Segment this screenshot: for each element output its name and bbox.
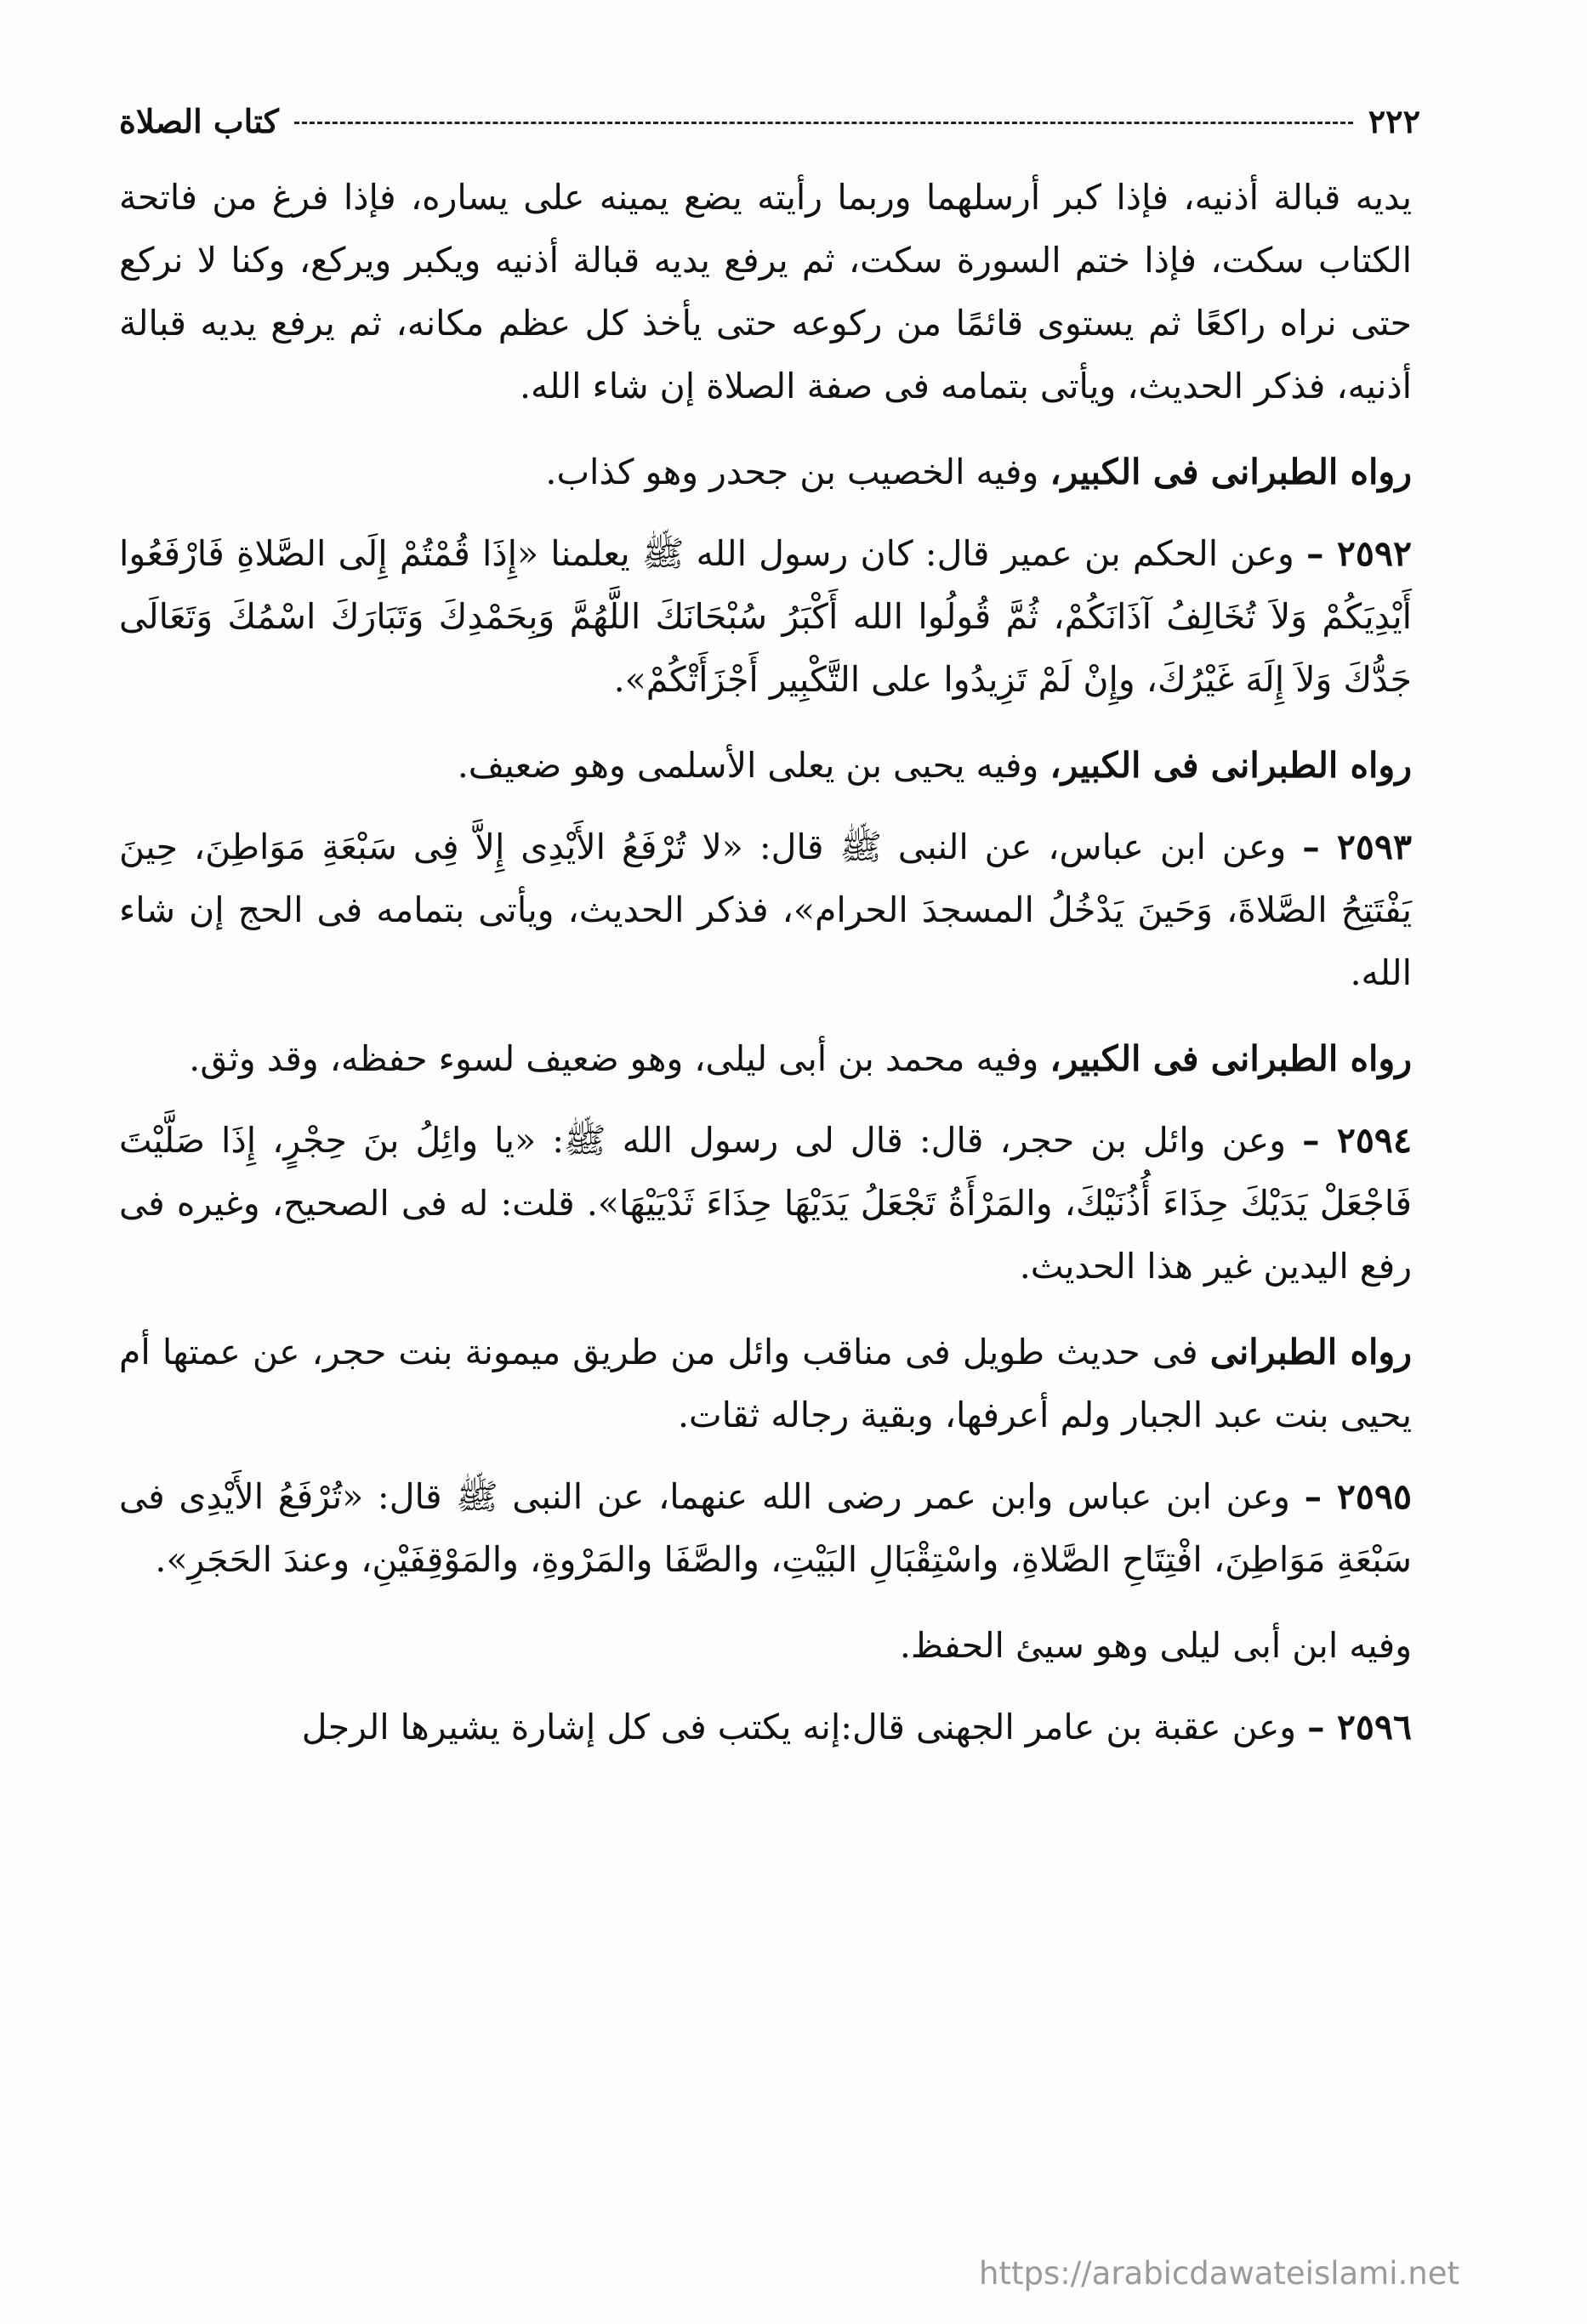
paragraph-text: وفيه محمد بن أبى ليلى، وهو ضعيف لسوء حفظه، وقد وثق. [189, 1038, 1050, 1079]
hadith-paragraph [119, 1109, 1412, 1298]
hadith-paragraph [119, 522, 1412, 711]
paragraph-text: وعن ابن عباس وابن عمر رضى الله عنهما، عن النبى ﷺ قال: «تُرْفَعُ الأَيْدِى فى سَبْعَةِ مَوَاطِنَ، افْتِتَاحِ الصَّلاةِ، واسْتِقْبَالِ البَيْتِ، والصَّفَا والمَرْوةِ، والمَوْقِفَيْنِ، وعندَ الحَجَرِ». [119, 1476, 1412, 1580]
source-note [119, 1321, 1412, 1446]
source-note [119, 440, 1412, 503]
source-note [119, 1614, 1412, 1677]
source-lead: رواه الطبرانى [1209, 1332, 1412, 1372]
source-lead: رواه الطبرانى فى الكبير، [1049, 452, 1412, 492]
paragraph [119, 166, 1412, 418]
source-note [119, 1027, 1412, 1090]
watermark-url: https://arabicdawateislami.net [979, 2255, 1459, 2292]
paragraph-text: يديه قبالة أذنيه، فإذا كبر أرسلهما وربما رأيته يضع يمينه على يساره، فإذا فرغ من فاتحة الكتاب سكت، فإذا ختم السورة سكت، ثم يرفع يديه قبالة أذنيه ويكبر ويركع، وكنا لا نركع حتى نراه راكعًا ثم يستوى قائمًا من ركوعه حتى يأخذ كل عظم مكانه، ثم يرفع يديه قبالة أذنيه، فذكر الحديث، ويأتى بتمامه فى صفة الصلاة إن شاء الله. [119, 177, 1412, 406]
hadith-paragraph [119, 1696, 1412, 1759]
hadith-number: ٢٥٩٣ – [1302, 827, 1412, 867]
hadith-number: ٢٥٩٦ – [1307, 1707, 1412, 1747]
hadith-paragraph [119, 1465, 1412, 1591]
paragraph-text: وعن عقبة بن عامر الجهنى قال:إنه يكتب فى كل إشارة يشيرها الرجل [301, 1707, 1308, 1747]
source-lead: رواه الطبرانى فى الكبير، [1049, 1038, 1412, 1079]
header-dashed-rule [294, 122, 1353, 124]
paragraph-text: وعن الحكم بن عمير قال: كان رسول الله ﷺ يعلمنا «إِذَا قُمْتُمْ إِلَى الصَّلاةِ فَارْفَعُوا أَيْدِيَكُمْ وَلاَ تُخَالِفُ آذَانَكُمْ، ثُمَّ قُولُوا الله أَكْبَرُ سُبْحَانَكَ اللَّهُمَّ وَبِحَمْدِكَ وَتَبَارَكَ اسْمُكَ وَتَعَالَى جَدُّكَ وَلاَ إِلَهَ غَيْرُكَ، وإِنْ لَمْ تَزِيدُوا على التَّكْبِير أَجْزَأَتْكُمْ». [119, 533, 1412, 700]
paragraph-text: وفيه يحيى بن يعلى الأسلمى وهو ضعيف. [457, 745, 1050, 786]
source-note [119, 734, 1412, 797]
source-lead: رواه الطبرانى فى الكبير، [1049, 745, 1412, 786]
hadith-number: ٢٥٩٤ – [1302, 1120, 1412, 1161]
page-number: ٢٢٢ [1368, 101, 1420, 140]
paragraph-text: وعن ابن عباس، عن النبى ﷺ قال: «لا تُرْفَعُ الأَيْدِى إِلاَّ فِى سَبْعَةِ مَوَاطِنَ، حِينَ يَفْتَتِحُ الصَّلاةَ، وَحَينَ يَدْخُلُ المسجدَ الحرام»، فذكر الحديث، ويأتى بتمامه فى الحج إن شاء الله. [119, 827, 1412, 993]
running-header [119, 95, 1420, 146]
paragraph-text: وفيه الخصيب بن جحدر وهو كذاب. [545, 452, 1050, 492]
paragraph-text: وفيه ابن أبى ليلى وهو سيئ الحفظ. [899, 1625, 1412, 1666]
paragraph-text: وعن وائل بن حجر، قال: قال لى رسول الله ﷺ: «يا وائِلُ بنَ حِجْرٍ، إِذَا صَلَّيْتَ فَاجْعَلْ يَدَيْكَ حِذَاءَ أُذُنَيْكَ، والمَرْأَةُ تَجْعَلُ يَدَيْهَا حِذَاءَ ثَدْيَيْهَا». قلت: له فى الصحيح، وغيره فى رفع اليدين غير هذا الحديث. [119, 1120, 1412, 1287]
hadith-number: ٢٥٩٥ – [1304, 1476, 1412, 1517]
hadith-number: ٢٥٩٢ – [1305, 533, 1412, 574]
chapter-title: كتاب الصلاة [119, 101, 279, 140]
hadith-paragraph [119, 815, 1412, 1004]
paragraph-text: فى حديث طويل فى مناقب وائل من طريق ميمونة بنت حجر، عن عمتها أم يحيى بنت عبد الجبار ولم أعرفها، وبقية رجاله ثقات. [119, 1332, 1412, 1435]
main-text [119, 166, 1412, 1781]
